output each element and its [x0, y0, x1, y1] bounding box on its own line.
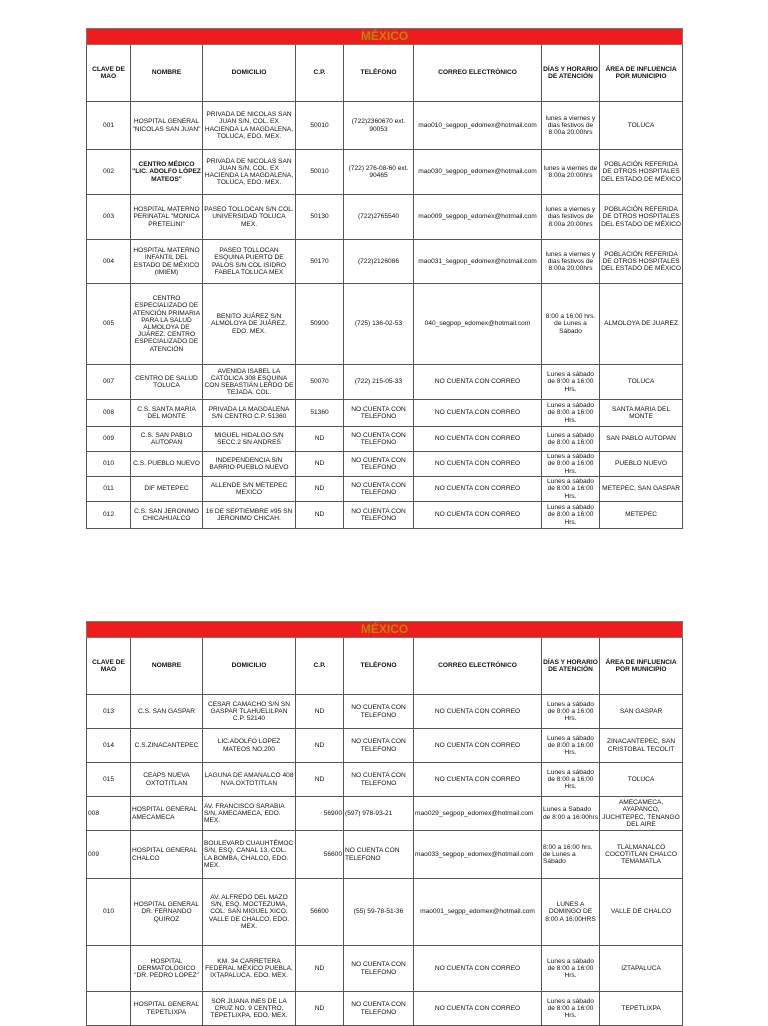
cell-domicilio: PASEO TOLLOCAN ESQUINA PUERTO DE PALOS S/N COL ISIDRO FABELA TOLUCA MEX [203, 240, 296, 284]
cell-area: METEPEC [600, 502, 683, 529]
cell-telefono: NO CUENTA CON TELEFONO [344, 729, 414, 763]
cell-cp: 50010 [296, 150, 344, 195]
table-row [87, 695, 683, 729]
header-cp: C.P. [296, 45, 344, 102]
cell-cp: ND [296, 502, 344, 529]
cell-nombre: CENTRO ESPECIALIZADO DE ATENCIÓN PRIMARIA PARA LA SALUD ALMOLOYA DE JUÁREZ. CENTRO ESPECIALIZADO DE ATENCIÓN [131, 284, 203, 365]
table-row [87, 195, 683, 240]
cell-domicilio: AVENIDA ISABEL LA CATÓLICA 308 ESQUINA CON SEBASTIÁN LERDO DE TEJADA. COL. [203, 365, 296, 400]
cell-clave: 010 [87, 452, 131, 477]
table-row [87, 879, 683, 946]
cell-cp: 56600 [296, 831, 344, 879]
cell-horario: Lunes a sábado de 8:00 a 16:00 Hrs. [542, 695, 600, 729]
cell-telefono: NO CUENTA CON TELEFONO [344, 477, 414, 502]
cell-correo: NO CUENTA CON CORREO [414, 365, 542, 400]
table-row [87, 365, 683, 400]
header-area: ÁREA DE INFLUENCIA POR MUNICIPIO [600, 638, 683, 695]
cell-clave: 008 [87, 797, 131, 831]
cell-nombre: HOSPITAL MATERNO PERINATAL "MONICA PRETELINI" [131, 195, 203, 240]
cell-clave: 002 [87, 150, 131, 195]
cell-clave: 015 [87, 763, 131, 797]
cell-clave: 013 [87, 695, 131, 729]
cell-cp: ND [296, 427, 344, 452]
cell-horario: Lunes a sábado de 8:00 a 16:00 [542, 427, 600, 452]
cell-horario: Lunes a sábado de 8:00 a 16:00 Hrs. [542, 477, 600, 502]
cell-area: SANTA MARIA DEL MONTE [600, 400, 683, 427]
cell-horario: 8:00 a 16:00 hrs. de Lunes a Sábado [542, 831, 600, 879]
cell-clave: 004 [87, 240, 131, 284]
cell-domicilio: LIC.ADOLFO LOPEZ MATEOS NO.200 [203, 729, 296, 763]
cell-nombre: CENTRO DE SALUD TOLUCA [131, 365, 203, 400]
cell-nombre: HOSPITAL GENERAL TEPETLIXPA [131, 992, 203, 1026]
cell-nombre: CENTRO MÉDICO "LIC. ADOLFO LÓPEZ MATEOS" [131, 150, 203, 195]
header-telefono: TELÉFONO [344, 45, 414, 102]
cell-cp: ND [296, 729, 344, 763]
cell-nombre: HOSPITAL GENERAL "NICOLAS SAN JUAN" [131, 102, 203, 150]
header-nombre: NOMBRE [131, 638, 203, 695]
cell-nombre: C.S.ZINACANTEPEC [131, 729, 203, 763]
cell-correo: NO CUENTA CON CORREO [414, 946, 542, 992]
cell-nombre: C.S. PUEBLO NUEVO [131, 452, 203, 477]
cell-area: TOLUCA [600, 365, 683, 400]
cell-area: POBLACIÓN REFERIDA DE OTROS HOSPITALES DEL ESTADO DE MÉXICO [600, 240, 683, 284]
cell-correo[interactable]: mao033_segpop_edomex@hotmail.com [414, 831, 542, 879]
cell-horario: lunes a viernes de 8:00a 20:00hrs [542, 150, 600, 195]
cell-domicilio: PRIVADA DE NICOLAS SAN JUAN S/N, COL. EX HACIENDA LA MAGDALENA, TOLUCA, EDO. MEX. [203, 150, 296, 195]
cell-domicilio: BENITO JUÁREZ S/N ALMOLOYA DE JUÁREZ, EDO. MEX. [203, 284, 296, 365]
cell-telefono: NO CUENTA CON TELEFONO [344, 831, 414, 879]
cell-cp: 50170 [296, 240, 344, 284]
cell-cp: 50900 [296, 284, 344, 365]
header-area: ÁREA DE INFLUENCIA POR MUNICIPIO [600, 45, 683, 102]
cell-cp: 51360 [296, 400, 344, 427]
cell-horario: Lunes a sábado de 8:00 a 16:00 Hrs. [542, 502, 600, 529]
cell-correo: NO CUENTA CON CORREO [414, 763, 542, 797]
cell-correo: NO CUENTA CON CORREO [414, 452, 542, 477]
header-correo: CORREO ELECTRÓNICO [414, 638, 542, 695]
cell-clave: 003 [87, 195, 131, 240]
cell-domicilio: INDEPENDENCIA S/N BARRIO PUEBLO NUEVO [203, 452, 296, 477]
cell-telefono: NO CUENTA CON TELEFONO [344, 427, 414, 452]
cell-cp: 56600 [296, 879, 344, 946]
cell-correo: NO CUENTA CON CORREO [414, 695, 542, 729]
table-row [87, 452, 683, 477]
cell-clave: 010 [87, 879, 131, 946]
table-row [87, 763, 683, 797]
cell-telefono: NO CUENTA CON TELEFONO [344, 452, 414, 477]
cell-correo[interactable]: mao009_segpop_edomex@hotmail.com [414, 195, 542, 240]
table-row [87, 502, 683, 529]
table-row [87, 284, 683, 365]
cell-correo[interactable]: mao031_segpop_edomex@hotmail.com [414, 240, 542, 284]
cell-telefono: (725) 136-02-53 [344, 284, 414, 365]
cell-horario: lunes a viernes y dias festivos de 8:00a 20:00hrs [542, 240, 600, 284]
cell-cp: 50070 [296, 365, 344, 400]
cell-nombre: HOSPITAL GENERAL AMECAMECA [131, 797, 203, 831]
cell-telefono: (722) 276-08-60 ext. 90465 [344, 150, 414, 195]
cell-nombre: C.S. SAN JERONIMO CHICAHUALCO [131, 502, 203, 529]
header-horario: DÍAS Y HORARIO DE ATENCIÓN [542, 45, 600, 102]
cell-area: TLALMANALCO COCOTITLAN CHALCO TEMAMATLA [600, 831, 683, 879]
cell-area: TOLUCA [600, 102, 683, 150]
cell-nombre: DIF METEPEC [131, 477, 203, 502]
cell-cp: 56900 [296, 797, 344, 831]
table-row [87, 400, 683, 427]
facilities-table-2 [86, 621, 683, 1026]
cell-clave: 007 [87, 365, 131, 400]
table-row [87, 102, 683, 150]
cell-correo: NO CUENTA CON CORREO [414, 502, 542, 529]
state-banner: MÉXICO [87, 622, 683, 638]
cell-area: AMECAMECA, AYAPANCO, JUCHITEPEC, TENANGO DEL AIRE [600, 797, 683, 831]
cell-area: TOLUCA [600, 763, 683, 797]
cell-area: ALMOLOYA DE JUAREZ [600, 284, 683, 365]
cell-nombre: C.S. SANTA MARIA DEL MONTE [131, 400, 203, 427]
cell-correo[interactable]: mao001_segpp_edomex@hotmail.com [414, 879, 542, 946]
cell-horario: Lunes a sábado de 8:00 a 16:00 Hrs. [542, 992, 600, 1026]
cell-domicilio: PRIVADA DE NICOLAS SAN JUAN S/N, COL. EX HACIENDA LA MAGDALENA, TOLUCA, EDO. MEX. [203, 102, 296, 150]
cell-horario: LUNES A DOMINGO DE 8:00 A 16:00HRS [542, 879, 600, 946]
cell-cp: ND [296, 763, 344, 797]
cell-telefono: (597) 978-93-21 [344, 797, 414, 831]
table-row [87, 946, 683, 992]
cell-horario: Lunes a sábado de 8:00 a 16:00 Hrs. [542, 365, 600, 400]
header-horario: DÍAS Y HORARIO DE ATENCIÓN [542, 638, 600, 695]
cell-nombre: HOSPITAL GENERAL DR. FERNANDO QUIROZ [131, 879, 203, 946]
cell-horario: Lunes a sábado de 8:00 a 16:00 Hrs. [542, 452, 600, 477]
cell-nombre: HOSPITAL MATERNO INFANTIL DEL ESTADO DE MÉXICO (IMIEM) [131, 240, 203, 284]
header-nombre: NOMBRE [131, 45, 203, 102]
cell-domicilio: AV. ALFREDO DEL MAZO S/N, ESQ. MOCTEZUMA, COL. SAN MIGUEL XICO, VALLE DE CHALCO, EDO. MEX. [203, 879, 296, 946]
table-row [87, 240, 683, 284]
cell-telefono: NO CUENTA CON TELEFONO [344, 502, 414, 529]
cell-domicilio: BOULEVARD CUAUHTÉMOC S/N, ESQ. CANAL 13, COL. LA BOMBA, CHALCO, EDO. MEX. [203, 831, 296, 879]
cell-telefono: (55) 59-78-51-36 [344, 879, 414, 946]
cell-telefono: (722) 215-05-33 [344, 365, 414, 400]
header-cp: C.P. [296, 638, 344, 695]
cell-area: TEPETLIXPA [600, 992, 683, 1026]
cell-telefono: (722)2126086 [344, 240, 414, 284]
cell-clave: 011 [87, 477, 131, 502]
state-banner: MÉXICO [87, 29, 683, 45]
cell-clave: 014 [87, 729, 131, 763]
cell-cp: ND [296, 452, 344, 477]
cell-domicilio: PRIVADA LA MAGDALENA S/N CENTRO C.P. 51360 [203, 400, 296, 427]
cell-telefono: NO CUENTA CON TELEFONO [344, 695, 414, 729]
cell-nombre: C.S. SAN GASPAR [131, 695, 203, 729]
header-telefono: TELÉFONO [344, 638, 414, 695]
cell-clave: 005 [87, 284, 131, 365]
cell-domicilio: 16 DE SEPTIEMBRE #95 SN JERONIMO CHICAH. [203, 502, 296, 529]
cell-nombre: HOSPITAL DERMATOLOGICO "DR. PEDRO LOPEZ" [131, 946, 203, 992]
cell-clave: 001 [87, 102, 131, 150]
cell-telefono: NO CUENTA CON TELEFONO [344, 992, 414, 1026]
cell-clave: 008 [87, 400, 131, 427]
cell-nombre: HOSPITAL GENERAL CHALCO [131, 831, 203, 879]
cell-area: POBLACIÓN REFERIDA DE OTROS HOSPITALES DEL ESTADO DE MÉXICO [600, 195, 683, 240]
cell-area: VALLE DE CHALCO [600, 879, 683, 946]
table-row [87, 729, 683, 763]
cell-domicilio: LAGUNA DE AMANALCO 408 NVA.OXTOTITLAN [203, 763, 296, 797]
cell-cp: ND [296, 946, 344, 992]
cell-horario: Lunes a sábado de 8:00 a 16:00 Hrs. [542, 763, 600, 797]
cell-correo: NO CUENTA CON CORREO [414, 400, 542, 427]
cell-horario: Lunes a sábado de 8:00 a 16:00 Hrs. [542, 946, 600, 992]
cell-horario: Lunes a sábado de 8:00 a 16:00 Hrs. [542, 729, 600, 763]
header-domicilio: DOMICILIO [203, 638, 296, 695]
cell-area: PUEBLO NUEVO [600, 452, 683, 477]
cell-telefono: NO CUENTA CON TELEFONO [344, 763, 414, 797]
cell-domicilio: PASEO TOLLOCAN S/N COL. UNIVERSIDAD TOLUCA MEX. [203, 195, 296, 240]
cell-horario: 8:00 a 16:00 hrs. de Lunes a Sábado [542, 284, 600, 365]
cell-correo[interactable]: mao010_segpop_edomex@hotmail.com [414, 102, 542, 150]
cell-clave [87, 946, 131, 992]
cell-correo[interactable]: mao030_segpop_edomex@hotmail.com [414, 150, 542, 195]
cell-clave: 012 [87, 502, 131, 529]
cell-telefono: NO CUENTA CON TELEFONO [344, 400, 414, 427]
cell-area: IZTAPALUCA [600, 946, 683, 992]
cell-horario: lunes a viernes y dias festivos de 8:00a 20:00hrs [542, 102, 600, 150]
cell-telefono: (722)2360670 ext. 90053 [344, 102, 414, 150]
cell-clave: 009 [87, 831, 131, 879]
cell-area: ZINACANTEPEC, SAN CRISTOBAL TECOLIT [600, 729, 683, 763]
cell-domicilio: CESAR CAMACHO S/N SN GASPAR TLAHUELILPAN C.P. 52140 [203, 695, 296, 729]
table-row [87, 992, 683, 1026]
cell-domicilio: SOR JUANA INES DE LA CRUZ NO. 9 CENTRO, TEPETLIXPA, EDO. MEX. [203, 992, 296, 1026]
cell-correo[interactable]: 040_segpop_edomex@hotmail.com [414, 284, 542, 365]
header-correo: CORREO ELECTRÓNICO [414, 45, 542, 102]
table-row [87, 477, 683, 502]
header-domicilio: DOMICILIO [203, 45, 296, 102]
header-row [87, 638, 683, 695]
cell-domicilio: KM. 34 CARRETERA FEDERAL MÉXICO PUEBLA, IXTAPALUCA, EDO. MEX. [203, 946, 296, 992]
cell-cp: 50130 [296, 195, 344, 240]
cell-correo: NO CUENTA CON CORREO [414, 992, 542, 1026]
cell-telefono: NO CUENTA CON TELEFONO [344, 946, 414, 992]
cell-correo[interactable]: mao029_segpop_edomex@hotmail.com [414, 797, 542, 831]
cell-area: SAN GASPAR [600, 695, 683, 729]
facilities-table-1 [86, 28, 683, 529]
header-clave: CLAVE DE MAO [87, 45, 131, 102]
cell-correo: NO CUENTA CON CORREO [414, 729, 542, 763]
cell-area: POBLACIÓN REFERIDA DE OTROS HOSPITALES DEL ESTADO DE MÉXICO [600, 150, 683, 195]
cell-clave: 009 [87, 427, 131, 452]
table-row [87, 427, 683, 452]
cell-domicilio: ALLENDE S/N METEPEC MEXICO [203, 477, 296, 502]
cell-cp: ND [296, 992, 344, 1026]
table-row [87, 797, 683, 831]
cell-nombre: C.S. SAN PABLO AUTOPAN [131, 427, 203, 452]
cell-area: SAN PABLO AUTOPAN [600, 427, 683, 452]
table-row [87, 831, 683, 879]
cell-cp: ND [296, 695, 344, 729]
cell-domicilio: AV. FRANCISCO SARABIA S/N, AMECAMECA, EDO. MEX. [203, 797, 296, 831]
cell-cp: 50010 [296, 102, 344, 150]
cell-horario: Lunes a sábado de 8:00 a 16:00 Hrs. [542, 400, 600, 427]
cell-telefono: (722)2765540 [344, 195, 414, 240]
cell-correo: NO CUENTA CON CORREO [414, 477, 542, 502]
header-row [87, 45, 683, 102]
table-row [87, 150, 683, 195]
cell-nombre: CEAPS NUEVA OXTOTITLAN [131, 763, 203, 797]
cell-horario: Lunes a Sabado de 8:00 a 16:00hrs [542, 797, 600, 831]
header-clave: CLAVE DE MAO [87, 638, 131, 695]
cell-horario: lunes a viernes y dias festivos de 8:00a 20:00hrs [542, 195, 600, 240]
cell-area: METEPEC, SAN GASPAR [600, 477, 683, 502]
cell-domicilio: MIGUEL HIDALGO S/N SECC.2 SN ANDRES [203, 427, 296, 452]
cell-cp: ND [296, 477, 344, 502]
cell-clave [87, 992, 131, 1026]
cell-correo: NO CUENTA CON CORREO [414, 427, 542, 452]
